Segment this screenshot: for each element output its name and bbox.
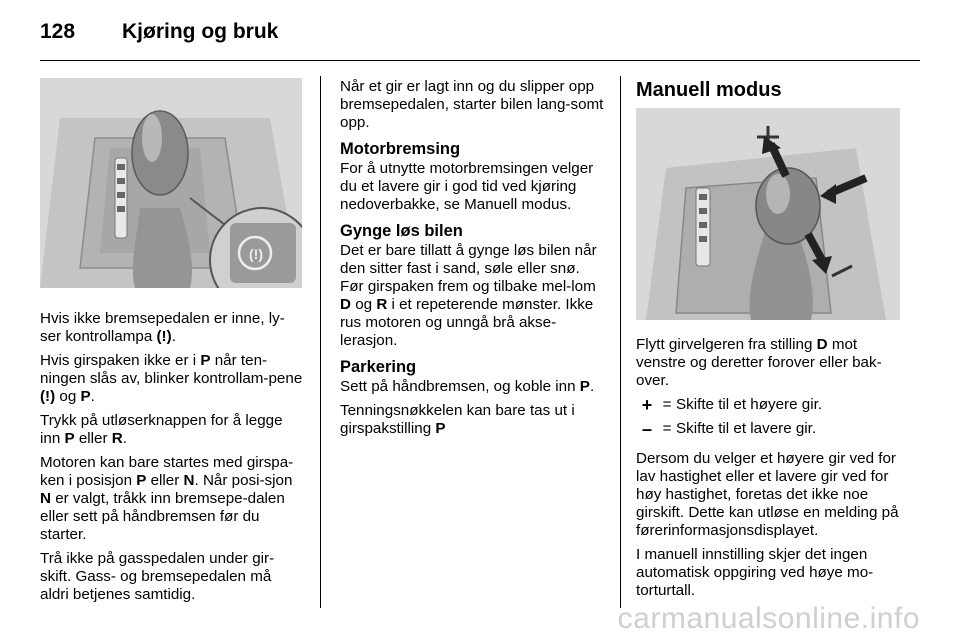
paragraph: Flytt girvelgeren fra stilling D mot venstre og deretter forover eller bak-over. [636,336,882,389]
paragraph: Sett på håndbremsen, og koble inn P. [340,378,595,395]
section-title: Manuell modus [636,79,782,101]
paragraph: Dersom du velger et høyere gir ved for lav hastighet eller et lavere gir ved for høy hastighet, foretas det ikke noe girskift. Dette kan utløse en melding på førerinformasjonsdisplayet. [636,450,899,539]
watermark: carmanualsonline.info [617,602,920,635]
column-left [40,78,304,610]
gear-selector-figure [40,78,302,288]
paragraph: Hvis ikke bremsepedalen er inne, ly-ser kontrollampa (!). [40,310,285,345]
legend-text: Skifte til et lavere gir. [676,420,817,437]
paragraph: For å utnytte motorbremsingen velger du et lavere gir i god tid ved kjøring nedoverbakke, se Manuell modus. [340,160,594,213]
paragraph: Trykk på utløserknappen for å legge inn P eller R. [40,412,283,447]
heading-motorbremsing: Motorbremsing [340,140,461,158]
brake-warning-icon: (!) [40,388,56,405]
minus-symbol: – [641,419,652,439]
equals-sign: = [662,420,672,437]
paragraph: Trå ikke på gasspedalen under gir-skift. Gass- og bremsepedalen må aldri betjenes samtidig. [40,550,275,603]
paragraph: Det er bare tillatt å gynge løs bilen når den sitter fast i sand, søle eller snø. Før girspaken frem og tilbake mel-lom D og R i et repeterende mønster. Ikke rus motoren og unngå brå akse-lerasjon. [340,242,597,349]
legend-row-minus [636,420,902,438]
paragraph: I manuell innstilling skjer det ingen automatisk oppgiring ved høye mo-torturtall. [636,546,874,599]
svg-text:(!): (!) [249,246,263,262]
heading-parkering: Parkering [340,358,417,376]
page-number: 128 [40,20,76,43]
paragraph: Når et gir er lagt inn og du slipper opp bremsepedalen, starter bilen lang-somt opp. [340,78,604,131]
equals-sign: = [662,396,672,413]
column-divider-right [620,76,621,608]
page-header [40,14,278,50]
plus-symbol: + [641,395,653,415]
column-divider-left [320,76,321,608]
gear-selector-illustration [40,78,302,288]
manual-mode-illustration [636,108,900,320]
heading-gynge-los: Gynge løs bilen [340,222,463,240]
header-rule [40,60,920,61]
paragraph: Tenningsnøkkelen kan bare tas ut i girspakstilling P [340,402,575,437]
column-right [636,78,902,606]
column-middle [340,78,604,444]
legend-text: Skifte til et høyere gir. [676,396,823,413]
paragraph: Motoren kan bare startes med girspa-ken i posisjon P eller N. Når posi-sjon N er valgt, tråkk inn bremsepe-dalen eller sett på håndbremsen før du starter. [40,454,294,543]
brake-warning-icon: (!) [156,328,172,345]
paragraph: Hvis girspaken ikke er i P når ten-ningen slås av, blinker kontrollam-pene (!) og P. [40,352,303,405]
chapter-title: Kjøring og bruk [122,20,279,43]
manual-mode-figure [636,108,900,320]
legend-row-plus [636,396,902,414]
